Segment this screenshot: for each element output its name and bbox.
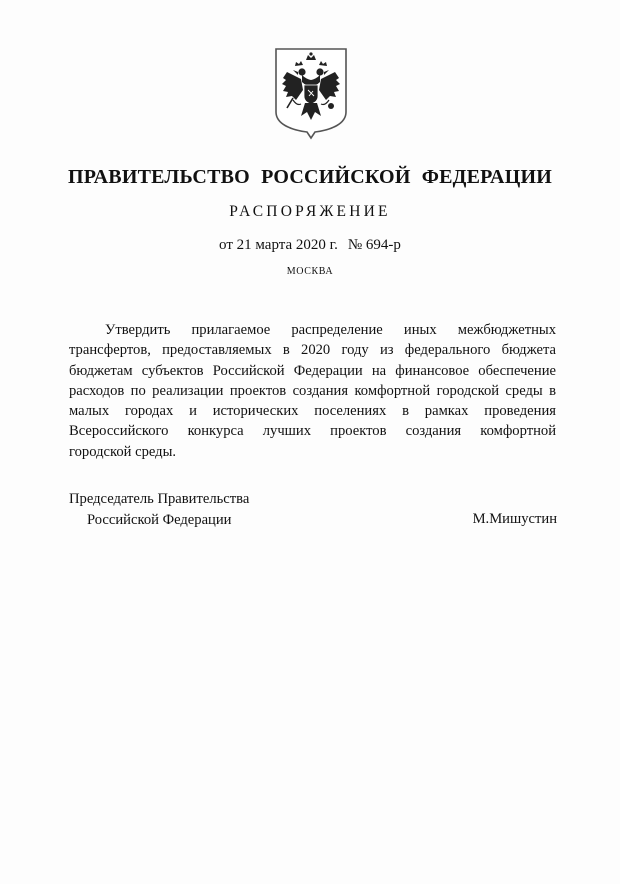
document-number: № 694-р bbox=[347, 237, 401, 253]
document-city: МОСКВА bbox=[286, 266, 334, 277]
document-date: от 21 марта 2020 г. bbox=[219, 237, 338, 253]
signatory-name: М.Мишустин bbox=[472, 511, 557, 527]
signatory-position-line2: Российской Федерации bbox=[87, 511, 232, 528]
body-line: городской среды. bbox=[69, 443, 177, 460]
signatory-position bbox=[69, 489, 249, 530]
body-line: трансфертов, предоставляемых в 2020 году из федерального бюджета bbox=[69, 342, 556, 359]
body-line: малых городах и исторических поселениях в рамках проведения bbox=[69, 403, 556, 420]
document-type: РАСПОРЯЖЕНИЕ bbox=[229, 203, 391, 220]
signatory-position-line1: Председатель Правительства bbox=[69, 491, 250, 507]
document-body bbox=[69, 320, 556, 462]
document-date-number bbox=[0, 237, 620, 254]
body-line: расходов по реализации проектов создания комфортной городской среды в bbox=[69, 382, 556, 399]
body-line: Всероссийского конкурса лучших проектов создания комфортной bbox=[69, 423, 556, 440]
body-line: Утвердить прилагаемое распределение иных межбюджетных bbox=[105, 322, 556, 338]
body-line: бюджетам субъектов Российской Федерации на финансовое обеспечение bbox=[69, 362, 556, 379]
document-heading: ПРАВИТЕЛЬСТВО РОССИЙСКОЙ ФЕДЕРАЦИИ bbox=[68, 166, 552, 188]
coat-of-arms-icon bbox=[273, 46, 349, 140]
